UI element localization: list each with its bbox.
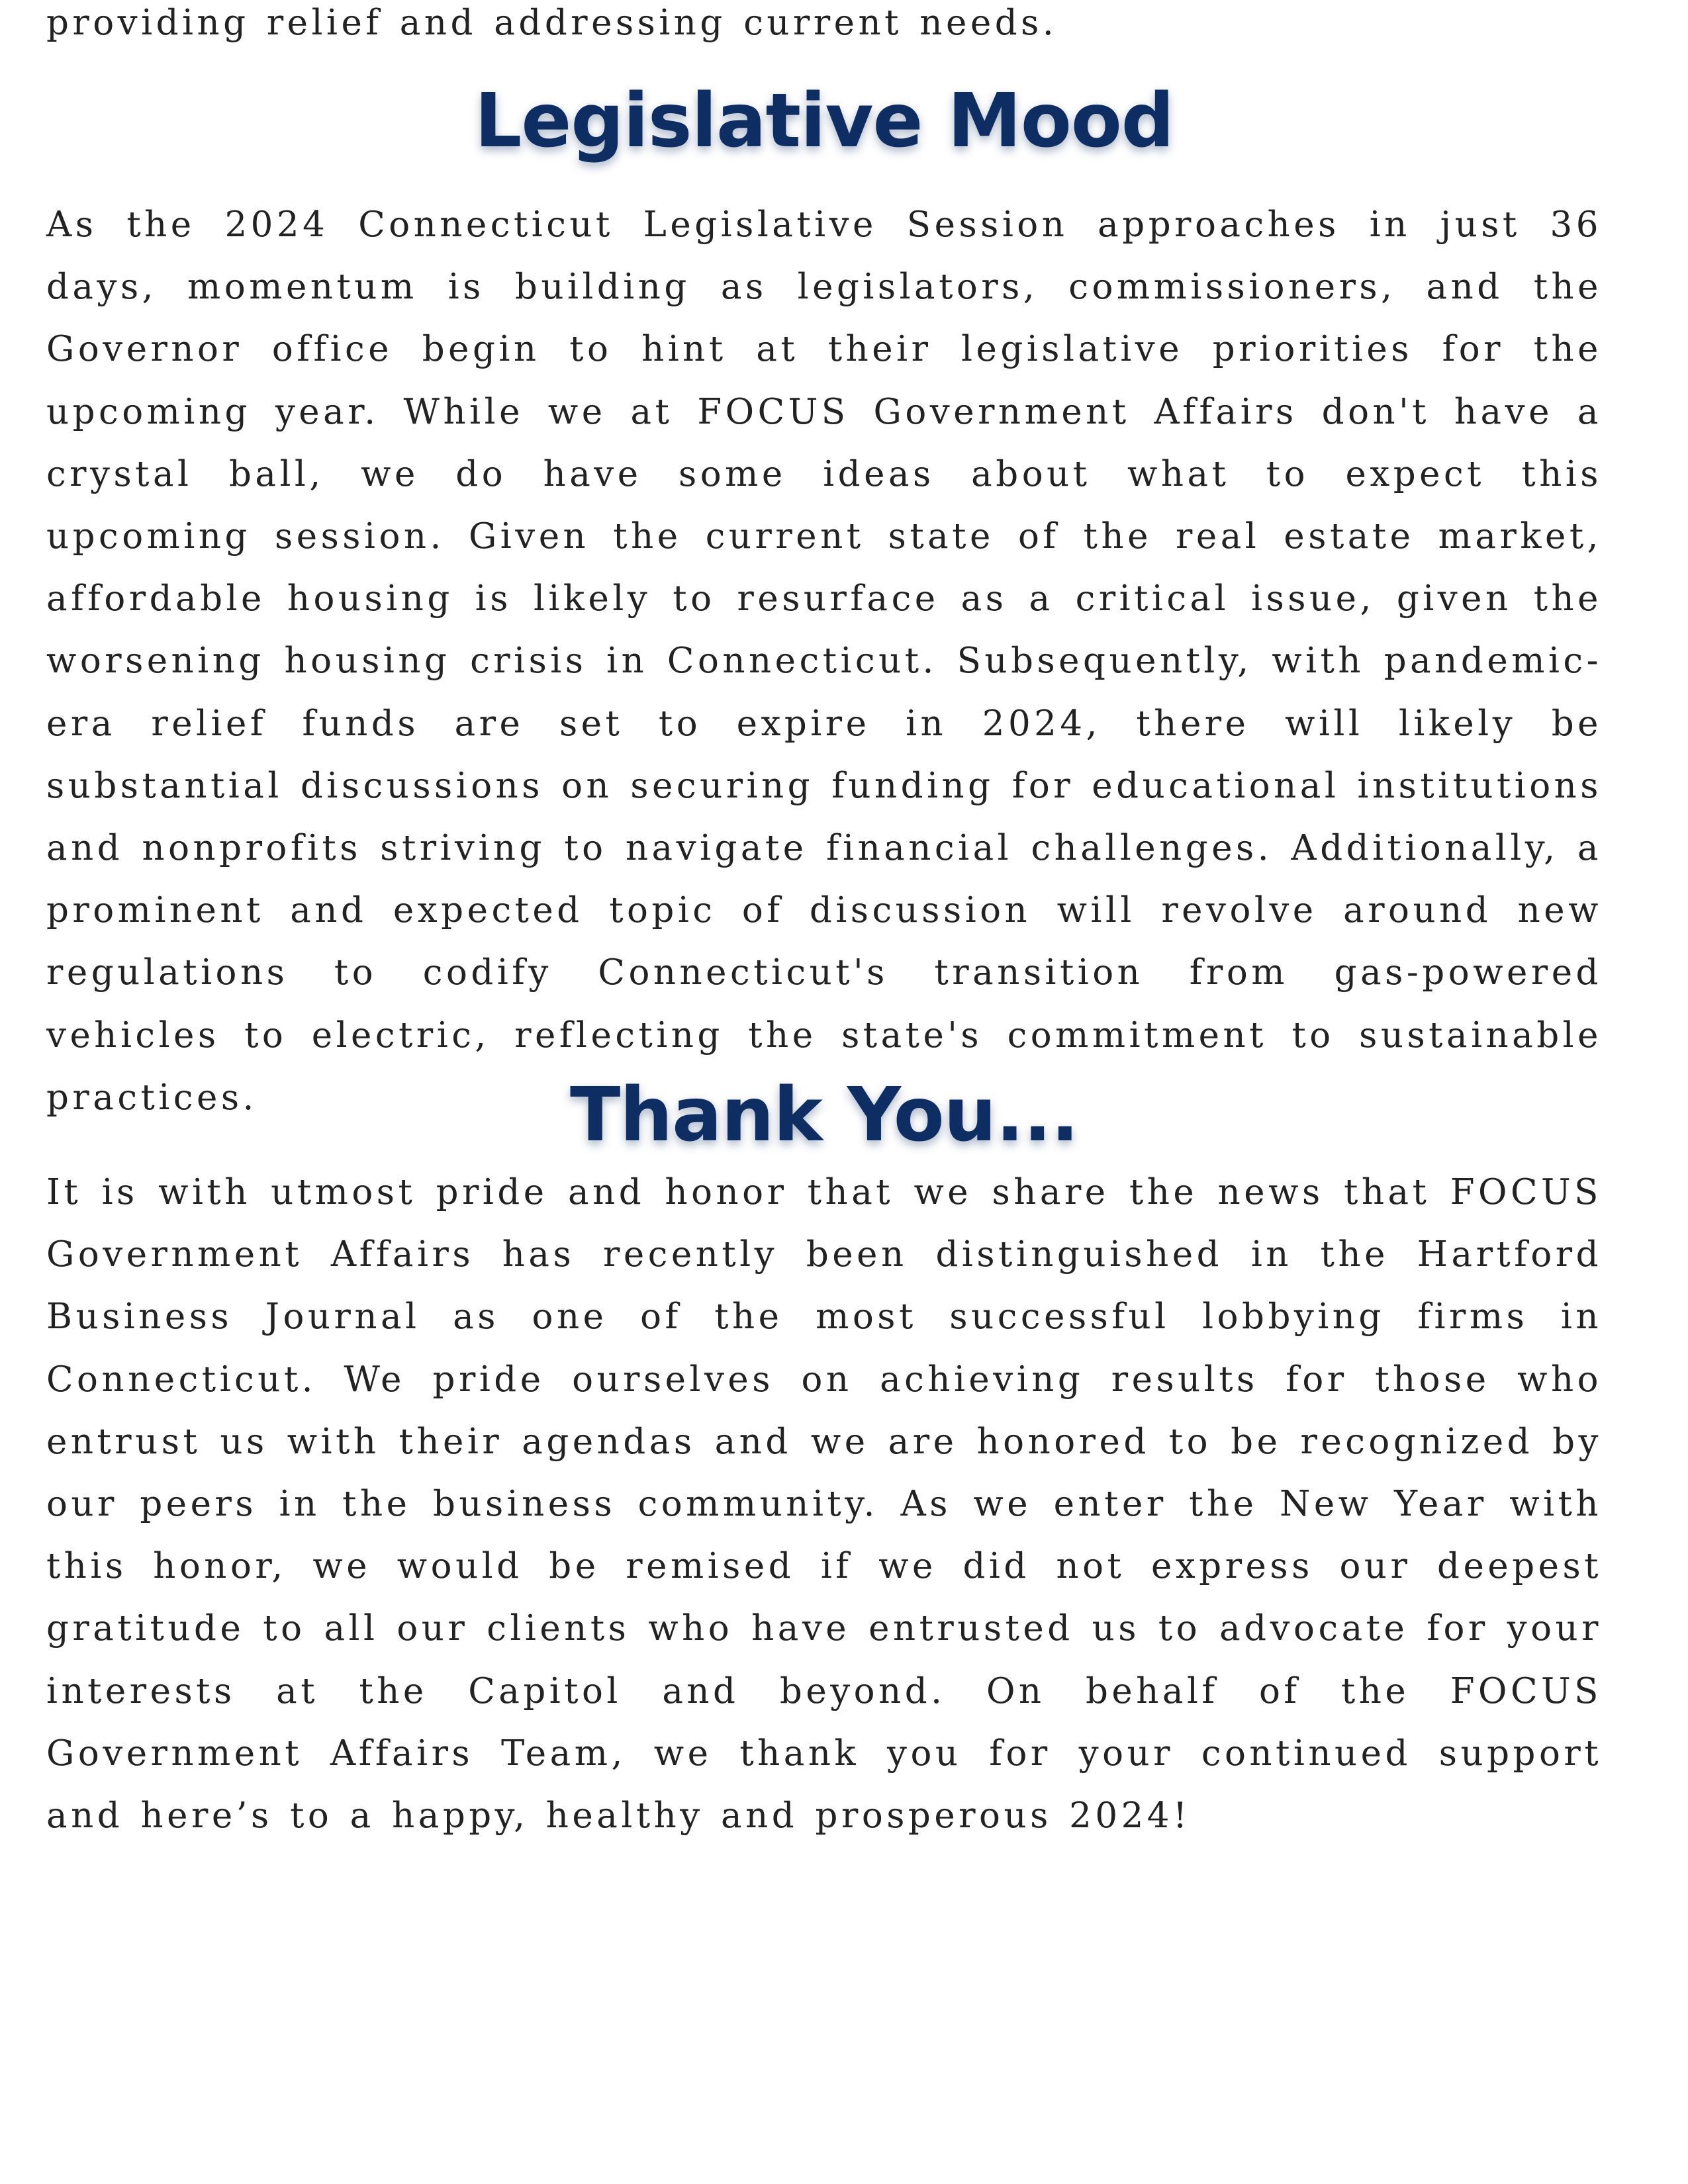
section-body-legislative-mood: As the 2024 Connecticut Legislative Session approaches in just 36 days, momentum is building as legislators, commissioners, and the Governor office begin to hint at their legislative priorities for the upcoming year. While we at FOCUS Government Affairs don't have a crystal ball, we do have some ideas about what to expect this upcoming session. Given the current state of the real estate market, affordable housing is likely to resurface as a critical issue, given the worsening housing crisis in Connecticut. Subsequently, with pandemic-era relief funds are set to expire in 2024, there will likely be substantial discussions on securing funding for educational institutions and nonprofits striving to navigate financial challenges. Additionally, a prominent and expected topic of discussion will revolve around new regulations to codify Connecticut's transition from gas-powered vehicles to electric, reflecting the state's commitment to sustainable practices.	[46, 205, 1602, 1118]
section-body-thank-you: It is with utmost pride and honor that we share the news that FOCUS Government Affairs has recently been distinguished in the Hartford Business Journal as one of the most successful lobbying firms in Connecticut. We pride ourselves on achieving results for those who entrust us with their agendas and we are honored to be recognized by our peers in the business community. As we enter the New Year with this honor, we would be remised if we did not express our deepest gratitude to all our clients who have entrusted us to advocate for your interests at the Capitol and beyond. On behalf of the FOCUS Government Affairs Team, we thank you for your continued support and here’s to a happy, healthy and prosperous 2024!	[46, 1172, 1602, 1837]
section-heading-thank-you: Thank You...	[569, 1072, 1079, 1158]
lead-paragraph-fragment: providing relief and addressing current needs.	[46, 3, 1058, 43]
section-heading-legislative-mood: Legislative Mood	[475, 78, 1174, 164]
